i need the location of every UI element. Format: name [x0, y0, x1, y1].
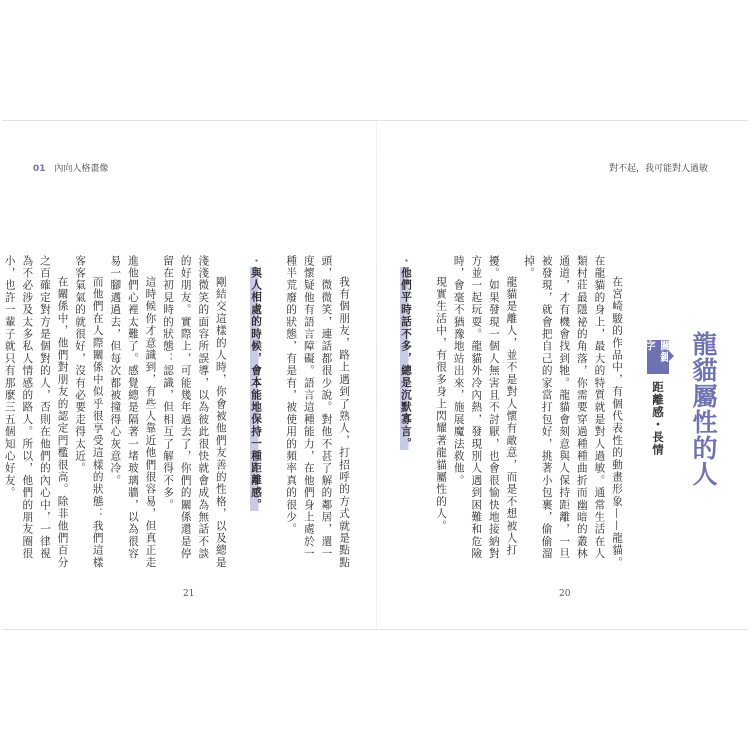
bullet-text: 他們平時話不多，總是沉默寡言。 — [399, 267, 412, 451]
bullet-point — [246, 255, 264, 570]
bullet-text: 與人相處的時候，會本能地保持一種距離感。 — [250, 267, 263, 512]
keyword-tag: 關鍵字 — [647, 340, 669, 374]
keyword-tag-arrow — [668, 350, 674, 362]
page-number-right: 20 — [559, 589, 571, 599]
running-header-left — [33, 161, 108, 174]
paragraph: 龍貓是離人，並不是對人懷有敵意，而是不想被人打擾。如果發現一個人無害且不討厭，也會很愉快地接納對方並一起玩耍。龍貓外冷內熱，發現別人遇到困難和危險時，會毫不猶豫地站出來，施展魔法救他。 — [452, 255, 518, 560]
bullet-point — [396, 255, 414, 570]
page-gutter — [376, 121, 377, 629]
paragraph: 在宮崎駿的作品中，有個代表性的動畫形象——龍貓。在龍貓的身上，最大的特質就是對人過敏。通常生活在人類村莊最隱祕的角落，你需要穿過種種曲折而幽暗的叢林通道，才有機會找到牠。龍貓會刻意與人保持距離，一旦被發現，就會把自己的家當打包好，挑著小包裹，偷偷溜掉。 — [523, 255, 623, 569]
paragraph: 剛結交這樣的人時，你會被他們友善的性格，以及總是淺淺微笑的面容所誤導，以為彼此很快就會成為無話不談的好朋友。實際上，可能幾年過去了，你們的關係還是停留在初見時的狀態：認識，但相互了解得不多。 — [162, 255, 227, 569]
book-spread — [2, 120, 748, 630]
right-page-body — [399, 255, 625, 570]
paragraph: 這時候你才意識到，有些人靠近他們很容易，但真正走進他們心裡太難了。感覺總是隔著一堵玻璃牆，以為很容易一腳邁過去，但每次都被撞得心灰意冷。 — [109, 255, 157, 569]
running-header-right: 對不起，我可能對人過敏 — [608, 164, 708, 174]
chapter-title: 內向人格畫像 — [54, 164, 109, 174]
bullet-dot-icon: ・ — [399, 255, 412, 268]
keywords: 距離感・長情 — [651, 381, 665, 456]
left-page-body — [3, 255, 352, 570]
page-number-left: 21 — [183, 589, 195, 599]
paragraph: 我有個朋友，路上遇到了熟人，打招呼的方式就是點點頭，微微笑，連話都很少說。對他不甚了解的鄰居，還一度懷疑他有語言障礙。語言這種能力，在他們身上處於一種半荒廢的狀態，有是有，被使用的頻率真的很少。 — [285, 255, 350, 569]
section-title: 龍貓屬性的人 — [689, 331, 718, 487]
paragraph: 在關係中，他們對朋友的認定門檻很高。除非他們百分之百確定對方是個對的人，否則在他們的內心中，一律視為不必涉及太多私人情感的路人。所以，他們的朋友圈很小，也許一輩子就只有那麼三五個知心好友。 — [3, 255, 69, 569]
chapter-number: 01 — [33, 164, 46, 174]
paragraph: 現實生活中，有很多身上閃耀著龍貓屬性的人。 — [435, 276, 448, 533]
bullet-dot-icon: ・ — [250, 255, 263, 268]
paragraph: 而他們在人際關係中似乎很享受這樣的狀態：我們這樣客客氣氣的就很好，沒有必要走得太近。 — [74, 255, 104, 569]
